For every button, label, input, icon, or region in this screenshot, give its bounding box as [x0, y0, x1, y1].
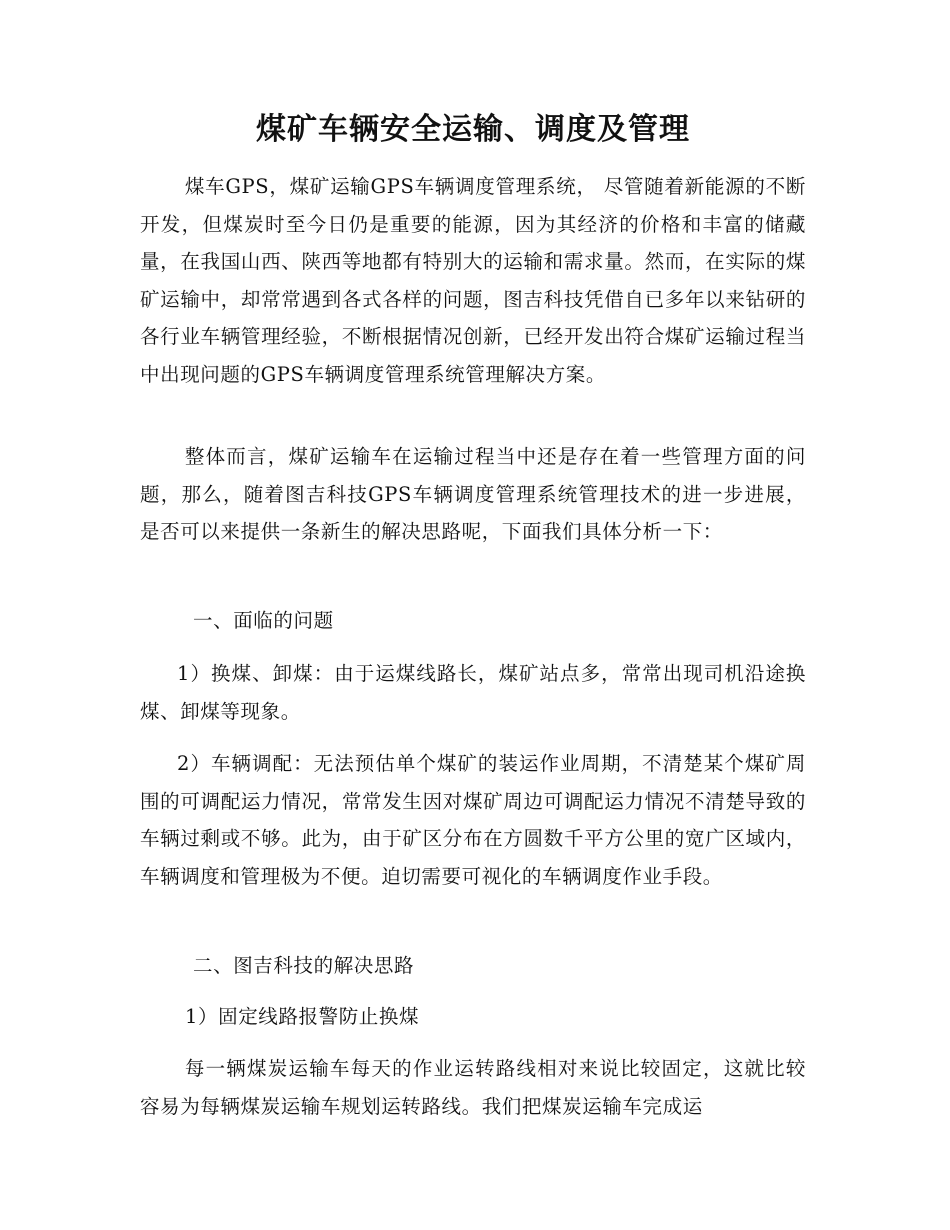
solution-paragraph-1: 每一辆煤炭运输车每天的作业运转路线相对来说比较固定，这就比较容易为每辆煤炭运输车规划运转路线。我们把煤炭运输车完成运	[140, 1057, 806, 1118]
solution-heading-1: 1）固定线路报警防止换煤	[185, 1005, 420, 1028]
document-title: 煤矿车辆安全运输、调度及管理	[256, 112, 690, 147]
overall-paragraph: 整体而言，煤矿运输车在运输过程当中还是存在着一些管理方面的问题，那么，随着图吉科技GPS车辆调度管理系统管理技术的进一步进展，是否可以来提供一条新生的解决思路呢，下面我们具体分析一下：	[140, 445, 806, 544]
section-heading-problems: 一、面临的问题	[193, 609, 334, 632]
intro-paragraph: 煤车GPS，煤矿运输GPS车辆调度管理系统， 尽管随着新能源的不断开发，但煤炭时至今日仍是重要的能源，因为其经济的价格和丰富的储藏量，在我国山西、陕西等地都有特别大的运输和需求量。然而，在实际的煤矿运输中，却常常遇到各式各样的问题，图吉科技凭借自已多年以来钻研的各行业车辆管理经验，不断根据情况创新，已经开发出符合煤矿运输过程当中出现问题的GPS车辆调度管理系统管理解决方案。	[140, 175, 806, 386]
section-heading-solutions: 二、图吉科技的解决思路	[193, 954, 415, 977]
problem-paragraph-1: 1）换煤、卸煤：由于运煤线路长，煤矿站点多，常常出现司机沿途换煤、卸煤等现象。	[140, 662, 806, 723]
problem-paragraph-2: 2）车辆调配：无法预估单个煤矿的装运作业周期，不清楚某个煤矿周围的可调配运力情况，常常发生因对煤矿周边可调配运力情况不清楚导致的车辆过剩或不够。此为，由于矿区分布在方圆数千平方公里的宽广区域内，车辆调度和管理极为不便。迫切需要可视化的车辆调度作业手段。	[140, 752, 806, 888]
